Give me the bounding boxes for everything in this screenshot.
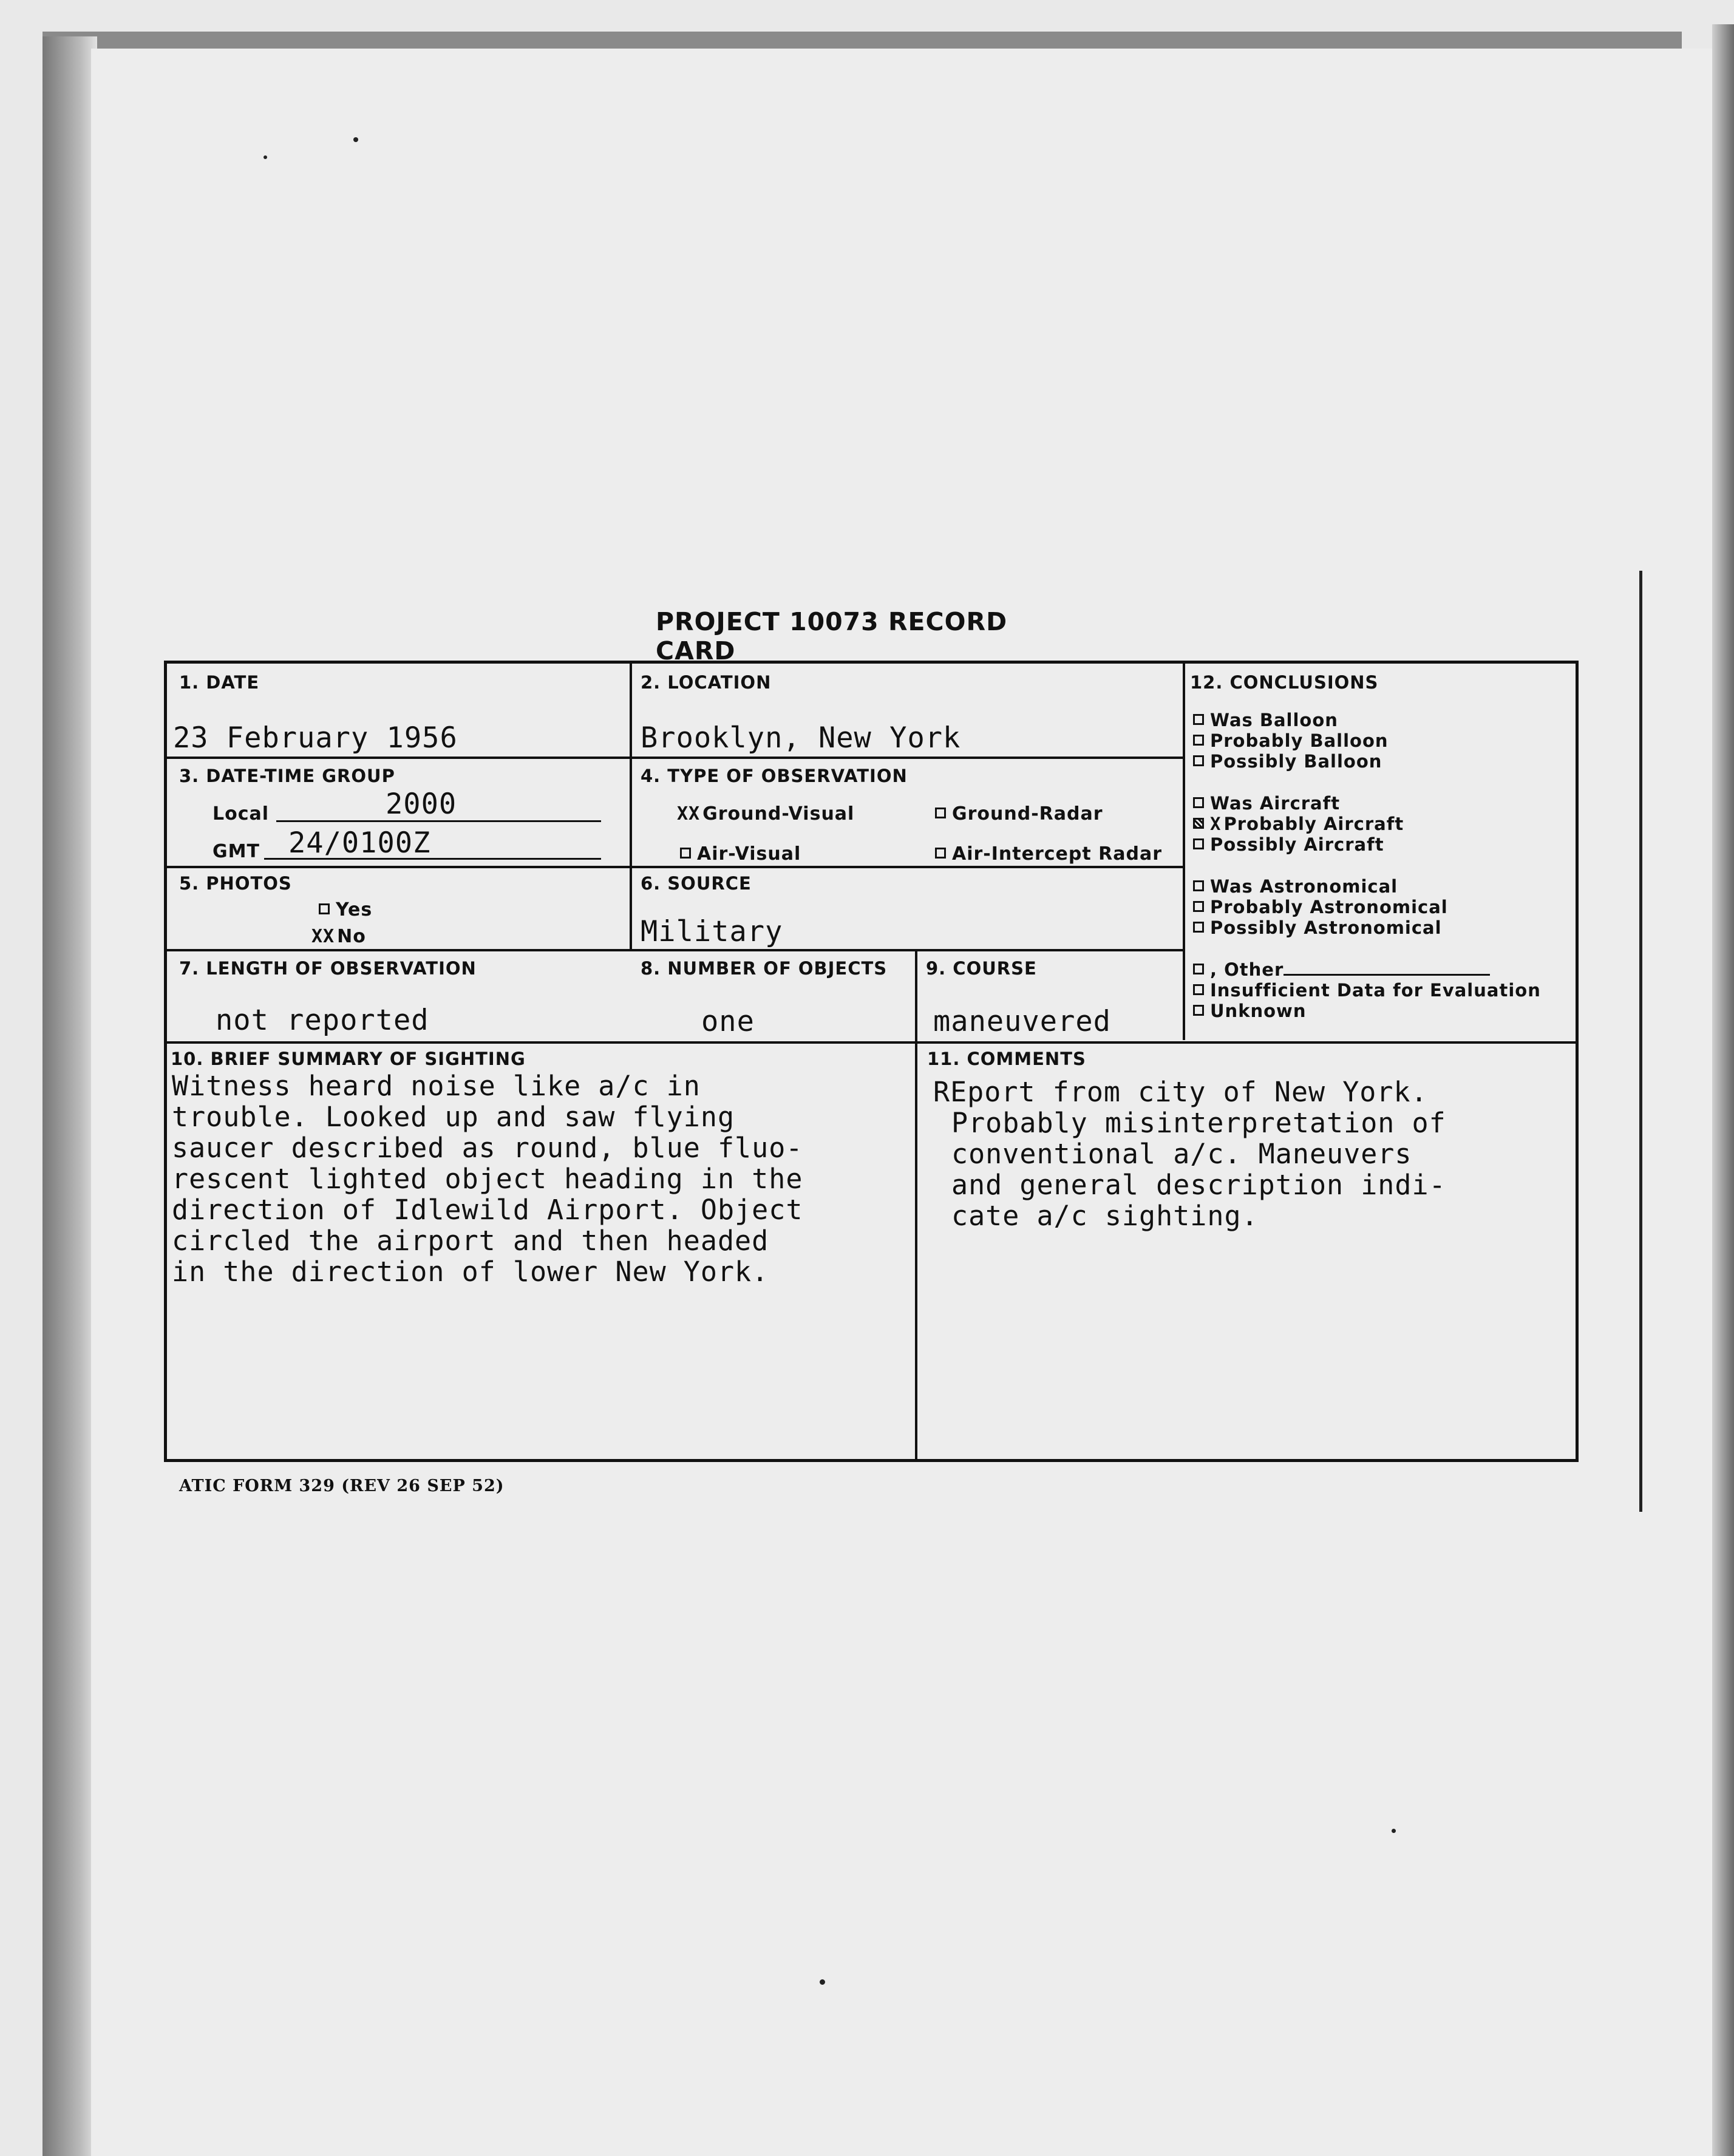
dust-speck bbox=[1392, 1829, 1396, 1833]
date-value: 23 February 1956 bbox=[173, 721, 458, 755]
conclusion-option[interactable] bbox=[1193, 730, 1389, 751]
source-label: 6. SOURCE bbox=[641, 873, 752, 894]
summary-line: rescent lighted object heading in the bbox=[172, 1163, 803, 1195]
conclusion-option[interactable] bbox=[1193, 814, 1404, 834]
checkbox-icon bbox=[935, 848, 946, 859]
scan-edge-left bbox=[42, 36, 97, 2156]
checkbox-icon bbox=[1193, 797, 1204, 808]
gmt-value: 24/0100Z bbox=[288, 826, 431, 860]
gmt-label: GMT bbox=[212, 841, 260, 862]
source-value: Military bbox=[641, 915, 783, 948]
conclusion-label: Probably Astronomical bbox=[1210, 897, 1448, 917]
checkbox-icon bbox=[1193, 880, 1204, 891]
other-underline bbox=[1284, 961, 1490, 976]
divider bbox=[630, 664, 632, 949]
conclusion-label: Was Astronomical bbox=[1210, 876, 1398, 897]
divider bbox=[915, 949, 917, 1043]
conclusion-label: Possibly Astronomical bbox=[1210, 917, 1442, 938]
record-card bbox=[164, 661, 1579, 1462]
local-label: Local bbox=[212, 803, 270, 825]
length-of-observation-value: not reported bbox=[216, 1004, 429, 1037]
conclusion-label: Insufficient Data for Evaluation bbox=[1210, 980, 1541, 1001]
dust-speck bbox=[264, 155, 267, 159]
crop-line bbox=[1639, 571, 1642, 1512]
option-label: Ground-Visual bbox=[702, 803, 855, 825]
photos-label: 5. PHOTOS bbox=[179, 873, 292, 894]
checkbox-icon bbox=[1193, 922, 1204, 933]
type-of-observation-label: 4. TYPE OF OBSERVATION bbox=[641, 766, 908, 786]
divider bbox=[167, 949, 1183, 951]
summary-line: saucer described as round, blue fluo- bbox=[172, 1132, 803, 1164]
conclusion-label: Unknown bbox=[1210, 1001, 1307, 1021]
option-air-visual[interactable] bbox=[680, 843, 801, 865]
checkbox-icon bbox=[319, 903, 330, 914]
checkbox-icon bbox=[1193, 714, 1204, 725]
date-label: 1. DATE bbox=[179, 672, 260, 693]
conclusion-option[interactable] bbox=[1193, 897, 1448, 917]
divider bbox=[167, 757, 1183, 759]
summary-line: direction of Idlewild Airport. Object bbox=[172, 1194, 803, 1226]
course-value: maneuvered bbox=[933, 1005, 1111, 1038]
check-mark: XX bbox=[311, 926, 335, 947]
conclusion-option[interactable] bbox=[1193, 834, 1384, 855]
conclusion-option[interactable] bbox=[1193, 876, 1398, 897]
location-value: Brooklyn, New York bbox=[641, 721, 961, 755]
conclusion-option[interactable] bbox=[1193, 917, 1442, 938]
dust-speck bbox=[820, 1979, 825, 1985]
conclusion-option[interactable] bbox=[1193, 959, 1490, 980]
divider bbox=[1183, 664, 1185, 1040]
checkbox-icon bbox=[1193, 755, 1204, 766]
checkbox-icon bbox=[1193, 984, 1204, 995]
conclusion-label: Possibly Aircraft bbox=[1210, 834, 1384, 855]
conclusion-label: Possibly Balloon bbox=[1210, 751, 1382, 772]
brief-summary-label: 10. BRIEF SUMMARY OF SIGHTING bbox=[171, 1049, 526, 1069]
conclusion-label: Probably Balloon bbox=[1210, 730, 1389, 751]
summary-line: circled the airport and then headed bbox=[172, 1225, 769, 1257]
location-label: 2. LOCATION bbox=[641, 672, 772, 693]
conclusion-label: Probably Aircraft bbox=[1223, 814, 1404, 834]
conclusion-option[interactable] bbox=[1193, 710, 1338, 730]
comments-line: REport from city of New York. bbox=[933, 1076, 1428, 1108]
option-photos-yes[interactable] bbox=[319, 899, 372, 920]
comments-line: conventional a/c. Maneuvers bbox=[951, 1138, 1412, 1170]
option-air-intercept-radar[interactable] bbox=[935, 843, 1162, 865]
conclusions-label: 12. CONCLUSIONS bbox=[1190, 672, 1379, 693]
summary-line: Witness heard noise like a/c in bbox=[172, 1070, 701, 1102]
conclusion-option[interactable] bbox=[1193, 751, 1382, 772]
course-label: 9. COURSE bbox=[926, 958, 1037, 979]
conclusion-option[interactable] bbox=[1193, 793, 1340, 814]
local-value: 2000 bbox=[386, 787, 457, 821]
checkbox-icon bbox=[1193, 735, 1204, 746]
comments-text bbox=[933, 1076, 1446, 1231]
checkbox-icon bbox=[680, 848, 691, 859]
comments-line: cate a/c sighting. bbox=[951, 1200, 1259, 1232]
scan-edge-top bbox=[42, 32, 1682, 50]
checkbox-icon bbox=[1193, 964, 1204, 974]
card-title: PROJECT 10073 RECORD CARD bbox=[656, 607, 1008, 665]
scan-edge-right bbox=[1712, 24, 1734, 2156]
checkbox-icon bbox=[1193, 901, 1204, 912]
option-photos-no[interactable] bbox=[311, 926, 366, 947]
conclusion-option[interactable] bbox=[1193, 980, 1541, 1001]
comments-label: 11. COMMENTS bbox=[927, 1049, 1086, 1069]
checkbox-icon bbox=[1193, 1005, 1204, 1016]
option-ground-radar[interactable] bbox=[935, 803, 1103, 825]
checkbox-icon bbox=[1193, 838, 1204, 849]
number-of-objects-value: one bbox=[701, 1005, 755, 1038]
summary-line: trouble. Looked up and saw flying bbox=[172, 1101, 735, 1133]
conclusion-label: , Other bbox=[1210, 959, 1284, 980]
form-footer: ATIC FORM 329 (REV 26 SEP 52) bbox=[179, 1477, 505, 1495]
divider bbox=[167, 866, 1183, 868]
conclusion-option[interactable] bbox=[1193, 1001, 1307, 1021]
length-of-observation-label: 7. LENGTH OF OBSERVATION bbox=[179, 958, 477, 979]
brief-summary-text bbox=[172, 1070, 803, 1287]
comments-line: and general description indi- bbox=[951, 1169, 1446, 1201]
dust-speck bbox=[353, 137, 358, 142]
check-mark: XX bbox=[677, 803, 701, 825]
check-mark: X bbox=[1210, 814, 1222, 834]
conclusion-label: Was Balloon bbox=[1210, 710, 1338, 730]
checkbox-icon bbox=[1193, 818, 1204, 829]
option-label: Air-Visual bbox=[697, 843, 801, 865]
checkbox-icon bbox=[935, 808, 946, 818]
option-ground-visual[interactable] bbox=[677, 803, 854, 825]
conclusion-label: Was Aircraft bbox=[1210, 793, 1341, 814]
comments-line: Probably misinterpretation of bbox=[951, 1107, 1446, 1139]
number-of-objects-label: 8. NUMBER OF OBJECTS bbox=[641, 958, 888, 979]
date-time-group-label: 3. DATE-TIME GROUP bbox=[179, 766, 395, 786]
option-label: Yes bbox=[336, 899, 373, 920]
option-label: Ground-Radar bbox=[952, 803, 1103, 825]
option-label: No bbox=[337, 926, 366, 947]
summary-line: in the direction of lower New York. bbox=[172, 1256, 769, 1288]
option-label: Air-Intercept Radar bbox=[952, 843, 1162, 865]
divider bbox=[167, 1041, 1579, 1044]
